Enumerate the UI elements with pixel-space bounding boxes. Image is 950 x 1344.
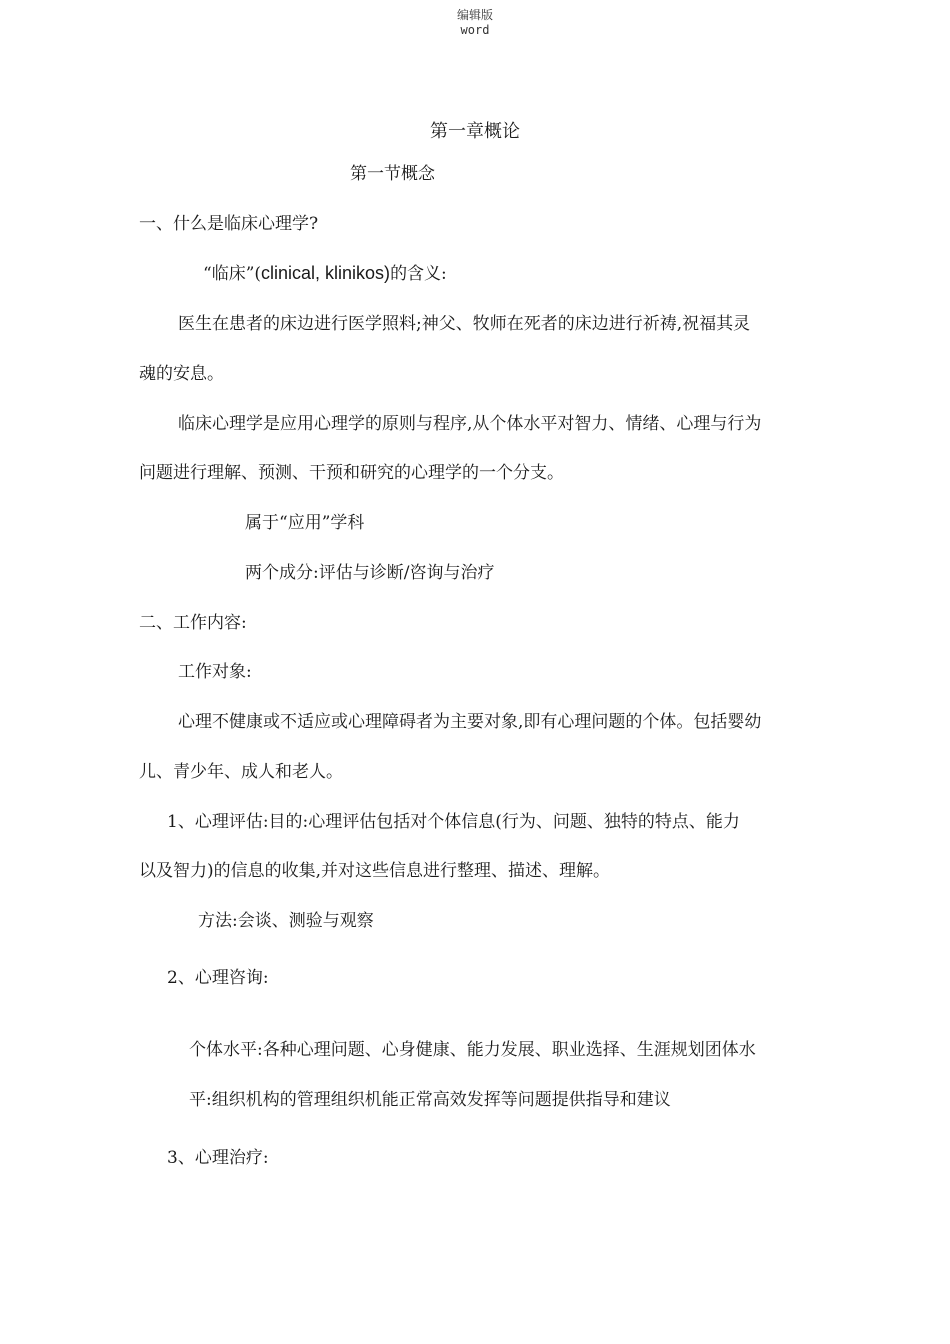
item-1-line-1: 1、心理评估:目的:心理评估包括对个体信息(行为、问题、独特的特点、能力 <box>167 812 740 832</box>
page-header-label: 编辑版 <box>456 8 493 22</box>
page-header-word: word <box>460 23 490 37</box>
item-1-method: 方法:会谈、测验与观察 <box>198 911 374 931</box>
item-3-heading: 3、心理治疗: <box>167 1148 269 1168</box>
section-title: 第一节概念 <box>350 164 435 184</box>
components-line: 两个成分:评估与诊断/咨询与治疗 <box>245 563 495 583</box>
paragraph-3-line-1: 心理不健康或不适应或心理障碍者为主要对象,即有心理问题的个体。包括婴幼 <box>178 712 762 732</box>
item-1-line-2: 以及智力)的信息的收集,并对这些信息进行整理、描述、理解。 <box>139 861 611 881</box>
belongs-line: 属于“应用”学科 <box>245 513 365 533</box>
item-2-heading: 2、心理咨询: <box>167 968 269 988</box>
paragraph-2-line-1: 临床心理学是应用心理学的原则与程序,从个体水平对智力、情绪、心理与行为 <box>178 414 762 434</box>
work-object-label: 工作对象: <box>178 662 252 682</box>
chapter-title: 第一章概论 <box>430 121 520 142</box>
paragraph-3-line-2: 儿、青少年、成人和老人。 <box>139 762 343 782</box>
question-heading-1: 一、什么是临床心理学? <box>139 214 319 234</box>
clinical-meaning-line <box>203 262 447 285</box>
item-2-line-2: 平:组织机构的管理组织机能正常高效发挥等问题提供指导和建议 <box>189 1090 671 1110</box>
clinical-meaning-suffix: 的含义: <box>390 264 447 284</box>
paragraph-2-line-2: 问题进行理解、预测、干预和研究的心理学的一个分支。 <box>139 463 564 483</box>
clinical-meaning-prefix: “临床”( <box>203 264 262 284</box>
question-heading-2: 二、工作内容: <box>139 613 247 633</box>
paragraph-1-line-2: 魂的安息。 <box>139 364 224 384</box>
clinical-meaning-latin: clinical, klinikos) <box>261 263 391 283</box>
item-2-line-1: 个体水平:各种心理问题、心身健康、能力发展、职业选择、生涯规划团体水 <box>189 1040 756 1060</box>
paragraph-1-line-1: 医生在患者的床边进行医学照料;神父、牧师在死者的床边进行祈祷,祝福其灵 <box>178 314 751 334</box>
